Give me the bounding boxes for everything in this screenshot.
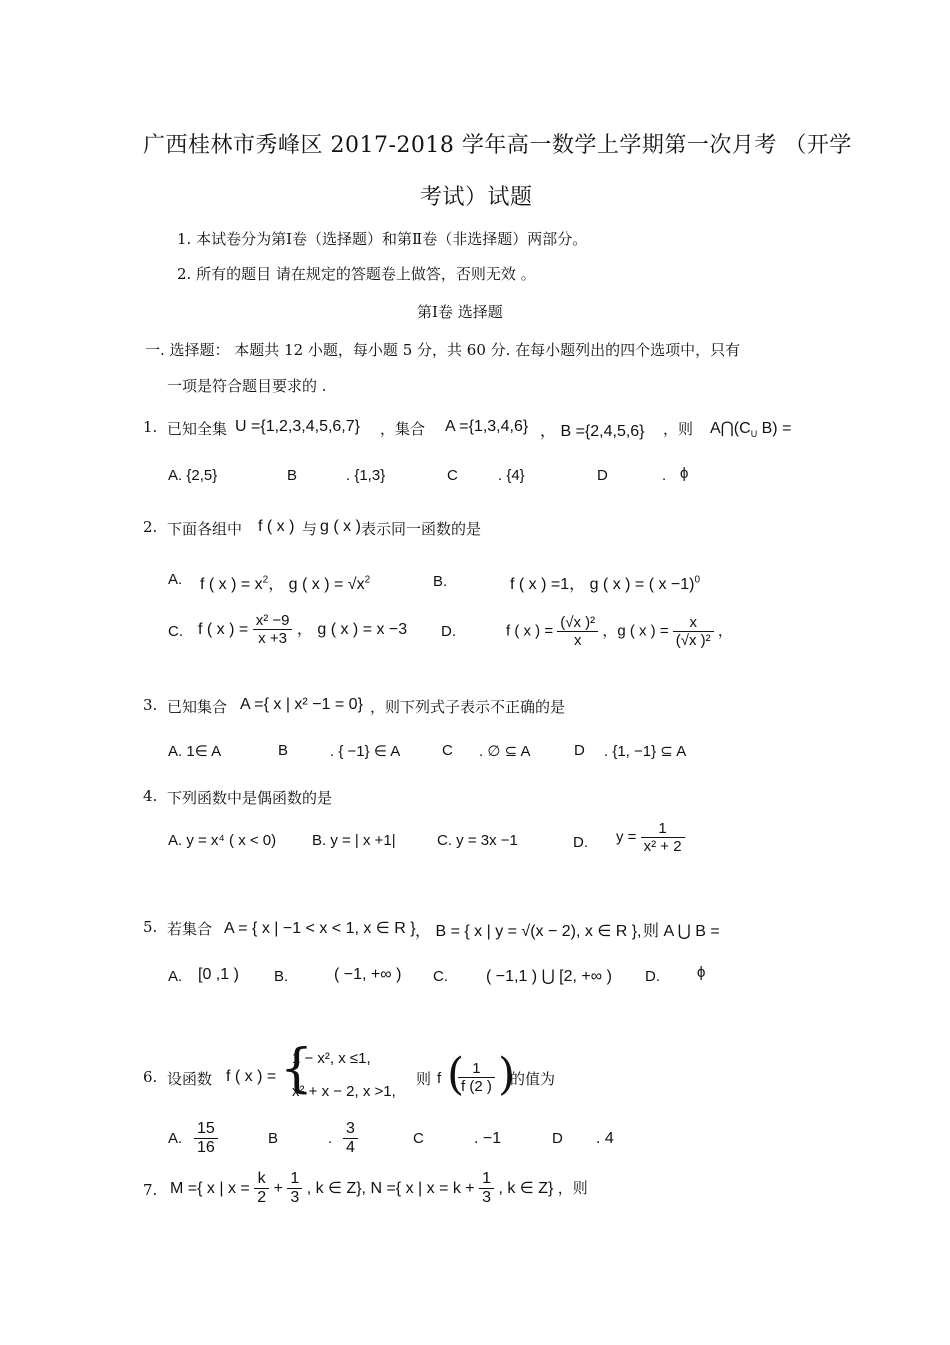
q5-end: 则 A ⋃ B = bbox=[643, 923, 720, 940]
q5-option-c: ( −1,1 ) ⋃ [2, +∞ ) bbox=[486, 968, 612, 985]
q6-option-b-dot: . bbox=[328, 1130, 333, 1147]
q6-paren-right: ) bbox=[498, 1049, 516, 1100]
q2-option-d-label: D. bbox=[441, 623, 456, 640]
section-title: 第Ⅰ卷 选择题 bbox=[417, 303, 503, 321]
q1-option-d-dot: . bbox=[662, 467, 667, 484]
q1-set-a: A ={1,3,4,6} bbox=[445, 418, 529, 435]
q6-option-c: . −1 bbox=[474, 1130, 502, 1147]
q1-number: 1. bbox=[143, 418, 158, 436]
q3-option-d-label: D bbox=[574, 742, 585, 759]
q6-case-1: 1 − x², x ≤1, bbox=[292, 1050, 371, 1067]
doc-title-line2: 考试）试题 bbox=[420, 185, 533, 210]
q5-option-b: ( −1, +∞ ) bbox=[334, 966, 402, 983]
q3-option-c: . ∅ ⊆ A bbox=[479, 743, 531, 760]
q3-option-c-label: C bbox=[442, 742, 453, 759]
q5-option-d-label: D. bbox=[645, 968, 660, 985]
q6-brace: { bbox=[280, 1039, 314, 1099]
note-1: 1. 本试卷分为第Ⅰ卷（选择题）和第Ⅱ卷（非选择题）两部分。 bbox=[177, 230, 588, 248]
q6-option-d-label: D bbox=[552, 1130, 563, 1147]
doc-title-line1: 广西桂林市秀峰区 2017-2018 学年高一数学上学期第一次月考 （开学 bbox=[143, 133, 852, 158]
q6-ff: f bbox=[437, 1070, 442, 1087]
q6-case-2: x² + x − 2, x >1, bbox=[292, 1083, 396, 1100]
q6-end: 的值为 bbox=[510, 1070, 556, 1088]
q1-text-c: ，则 bbox=[663, 420, 694, 438]
q2-option-a-label: A. bbox=[168, 571, 183, 588]
q2-option-c: f ( x ) = $\frac{\text{x² −9}}{x +3}$ ， g ( x ) = x −3 bbox=[198, 612, 408, 648]
q4-option-d: y = $\frac{1}{\text{x² + 2}}$ bbox=[616, 820, 685, 856]
q3-number: 3. bbox=[143, 696, 158, 714]
q2-g: g ( x ) bbox=[320, 518, 361, 535]
q1-text-b: ，集合 bbox=[380, 420, 426, 438]
q4-option-a: A. y = x⁴ ( x < 0) bbox=[168, 832, 277, 849]
q1-option-c-label: C bbox=[447, 467, 458, 484]
q2-option-d: f ( x ) = $\frac{\text{(√x )²}}{x}$ ，g ( x ) = $\frac{x}{\text{(√x )²}}$ ， bbox=[506, 614, 733, 650]
q5-set-b: ， B = { x | y = √(x − 2), x ∈ R }, bbox=[415, 923, 642, 940]
q2-option-a: f ( x ) = $x^2$， g ( x ) = $√x^2$ bbox=[200, 574, 371, 593]
q6-f: f ( x ) = bbox=[226, 1068, 277, 1085]
q1-option-b: . {1,3} bbox=[346, 467, 386, 484]
q3-option-b: . { −1} ∈ A bbox=[330, 743, 401, 760]
q6-paren-left: ( bbox=[447, 1049, 465, 1100]
q6-option-b: $\frac{3}{4}$ bbox=[343, 1120, 358, 1158]
q6-frac: $\frac{1}{f (2 )}$ bbox=[458, 1060, 495, 1096]
q4-option-b: B. y = | x +1| bbox=[312, 832, 396, 849]
q5-option-d: ϕ bbox=[697, 964, 706, 981]
q7-expr: M ={ x | x = $\frac{k}{2}$ + $\frac{1}{3}$ , k ∈ Z}, N ={ x | x = k + $\frac{1}{3}$ , k ∈ Z} ，则 bbox=[170, 1170, 588, 1207]
q2-option-b: f ( x ) =1， g ( x ) = ( x −1)$^0$ bbox=[510, 574, 701, 593]
q2-number: 2. bbox=[143, 518, 158, 536]
q5-option-b-label: B. bbox=[274, 968, 289, 985]
q3-set: A ={ x | x² −1 = 0} bbox=[240, 696, 363, 713]
q3-end: ，则下列式子表示不正确的是 bbox=[370, 698, 566, 716]
q1-text: 已知全集 bbox=[167, 420, 228, 438]
q2-option-c-label: C. bbox=[168, 623, 183, 640]
q1-option-b-label: B bbox=[287, 467, 298, 484]
q2-end: 表示同一函数的是 bbox=[361, 520, 482, 538]
q6-then: 则 bbox=[416, 1070, 432, 1088]
q5-text: 若集合 bbox=[167, 920, 213, 938]
q6-option-a-label: A. bbox=[168, 1130, 183, 1147]
q6-option-d: . 4 bbox=[596, 1130, 614, 1147]
q2-text: 下面各组中 bbox=[167, 520, 243, 538]
q6-option-c-label: C bbox=[413, 1130, 424, 1147]
q4-text: 下列函数中是偶函数的是 bbox=[167, 789, 333, 807]
q4-option-c: C. y = 3x −1 bbox=[437, 832, 518, 849]
q2-f: f ( x ) bbox=[258, 518, 295, 535]
q1-option-d: ϕ bbox=[680, 465, 689, 482]
q3-option-a: A. 1∈ A bbox=[168, 743, 222, 760]
q1-option-d-label: D bbox=[597, 467, 608, 484]
q6-number: 6. bbox=[143, 1068, 158, 1086]
q1-expr: $A⋂(C_U$ B) = bbox=[710, 420, 792, 440]
q6-option-b-label: B bbox=[268, 1130, 279, 1147]
q5-number: 5. bbox=[143, 918, 158, 936]
q3-text: 已知集合 bbox=[167, 698, 228, 716]
q4-option-d-label: D. bbox=[573, 834, 588, 851]
q2-mid: 与 bbox=[302, 520, 318, 538]
q6-text: 设函数 bbox=[167, 1070, 213, 1088]
q1-set-u: U ={1,2,3,4,5,6,7} bbox=[235, 418, 360, 435]
instructions-line1: 一. 选择题： 本题共 12 小题，每小题 5 分，共 60 分. 在每小题列出的四个选项中，只有 bbox=[145, 341, 741, 359]
q5-option-c-label: C. bbox=[433, 968, 448, 985]
q6-option-a: $\frac{15}{16}$ bbox=[194, 1120, 218, 1158]
q3-option-d: . {1, −1} ⊆ A bbox=[604, 743, 687, 760]
q3-option-b-label: B bbox=[278, 742, 289, 759]
q7-number: 7. bbox=[143, 1181, 158, 1199]
q1-option-a: A. {2,5} bbox=[168, 467, 218, 484]
instructions-line2: 一项是符合题目要求的 . bbox=[167, 377, 327, 395]
q5-option-a-label: A. bbox=[168, 968, 183, 985]
q1-option-c: . {4} bbox=[498, 467, 525, 484]
q4-number: 4. bbox=[143, 787, 158, 805]
q5-option-a: [0 ,1 ) bbox=[198, 966, 239, 983]
q1-set-b: ， B ={2,4,5,6} bbox=[540, 423, 645, 440]
note-2: 2. 所有的题目 请在规定的答题卷上做答，否则无效 。 bbox=[177, 265, 536, 283]
q2-option-b-label: B. bbox=[433, 573, 448, 590]
q5-set-a: A = { x | −1 < x < 1, x ∈ R } bbox=[224, 920, 416, 937]
